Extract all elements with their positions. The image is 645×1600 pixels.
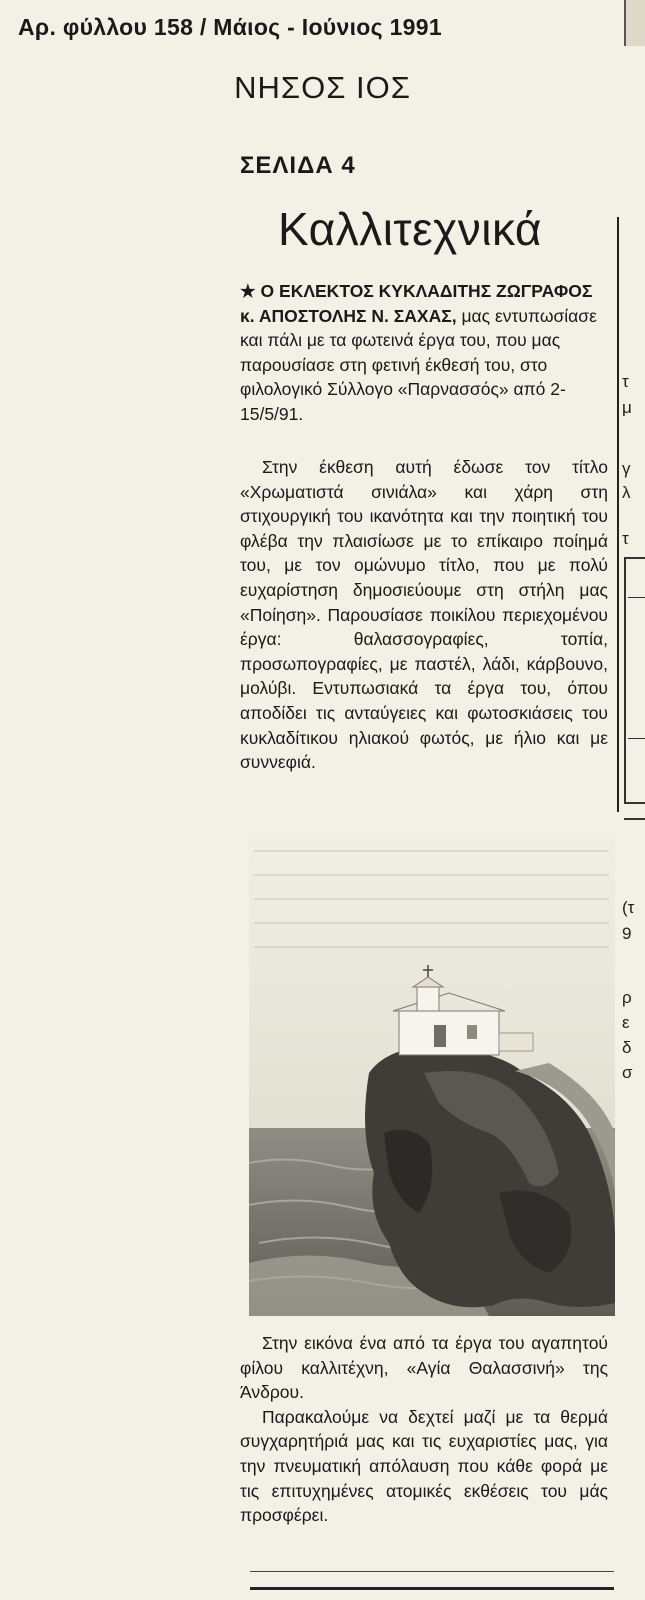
adjacent-column-fragment: γ	[622, 459, 631, 478]
adjacent-column-fragment: δ	[622, 1038, 632, 1057]
adjacent-column-fragment: ε	[622, 1013, 630, 1032]
adjacent-column-fragment: τ	[622, 372, 629, 391]
adjacent-column-fragment: (τ	[622, 898, 635, 917]
page-section-label: ΣΕΛΙΔΑ 4	[240, 152, 356, 179]
footer-rule	[250, 1587, 614, 1590]
adjacent-column-fragment: 9	[622, 924, 632, 943]
adjacent-column-box-inner	[628, 597, 645, 739]
issue-line: Αρ. φύλλου 158 / Μάιος - Ιούνιος 1991	[18, 14, 442, 40]
painting-chapel-on-rock-image	[249, 833, 615, 1316]
footer-rule-thin	[250, 1571, 614, 1572]
adjacent-column-fragment: σ	[622, 1063, 633, 1082]
article-kicker: ★ Ο ΕΚΛΕΚΤΟΣ ΚΥΚΛΑΔΙΤΗΣ ΖΩΓΡΑΦΟΣ κ. ΑΠΟΣΤΟΛΗΣ Ν. ΣΑΧΑΣ,	[240, 281, 593, 326]
adjacent-column-fragment: λ	[622, 483, 631, 502]
column-title: Καλλιτεχνικά	[278, 203, 543, 255]
article-lead	[240, 279, 608, 427]
article-paragraph: Στην έκθεση αυτή έδωσε τον τίτλο «Χρωματιστά σινιάλα» και χάρη στη στιχουργική του ικανότητα και την ποιητική του φλέβα την πλαισίωσε με το επίκαιρο ποίημά του, με τον ομώνυμο τίτλο, που με πολύ ευχαρίστηση δημοσιεύουμε στη στήλη μας «Ποίηση». Παρουσίασε ποικίλου περιεχομένου έργα: θαλασσογραφίες, τοπία, προσωπογραφίες, με παστέλ, λάδι, κάρβουνο, μολύβι. Εντυπωσιακά τα έργα του, όπου αποδίδει τις ανταύγειες και φωτοσκιάσεις του κυκλαδίτικου ηλιακού φωτός, με ήλιο και με συννεφιά.	[240, 457, 608, 773]
article-paragraph-closing: Παρακαλούμε να δεχτεί μαζί με τα θερμά συγχαρητήριά μας και τις ευχαριστίες μας, για την πνευματική απόλαυση που κάθε φορά με τις επιτυχημένες ατομικές εκθέσεις του μάς προσφέρει.	[240, 1406, 608, 1526]
article-body	[240, 455, 608, 775]
figure-caption: Στην εικόνα ένα από τα έργα του αγαπητού φίλου καλλιτέχνη, «Αγία Θαλασσινή» της Άνδρου.	[240, 1333, 608, 1403]
adjacent-column-fragment: τ	[622, 529, 629, 548]
article-caption-block	[240, 1331, 608, 1528]
adjacent-column-fragment: μ	[622, 398, 632, 417]
adjacent-column-rule	[624, 818, 645, 820]
column-divider	[617, 217, 619, 812]
adjacent-column-fragment: ρ	[622, 988, 632, 1007]
newspaper-name: ΝΗΣΟΣ ΙΟΣ	[234, 70, 411, 105]
page-edge	[624, 0, 645, 46]
article-lead-text: μας εντυπωσίασε και πάλι με τα φωτεινά έργα του, που μας παρουσίασε στη φετινή έκθεσή του, στο φιλολογικό Σύλλογο «Παρνασσός» από 2-15/5/91.	[240, 305, 597, 424]
